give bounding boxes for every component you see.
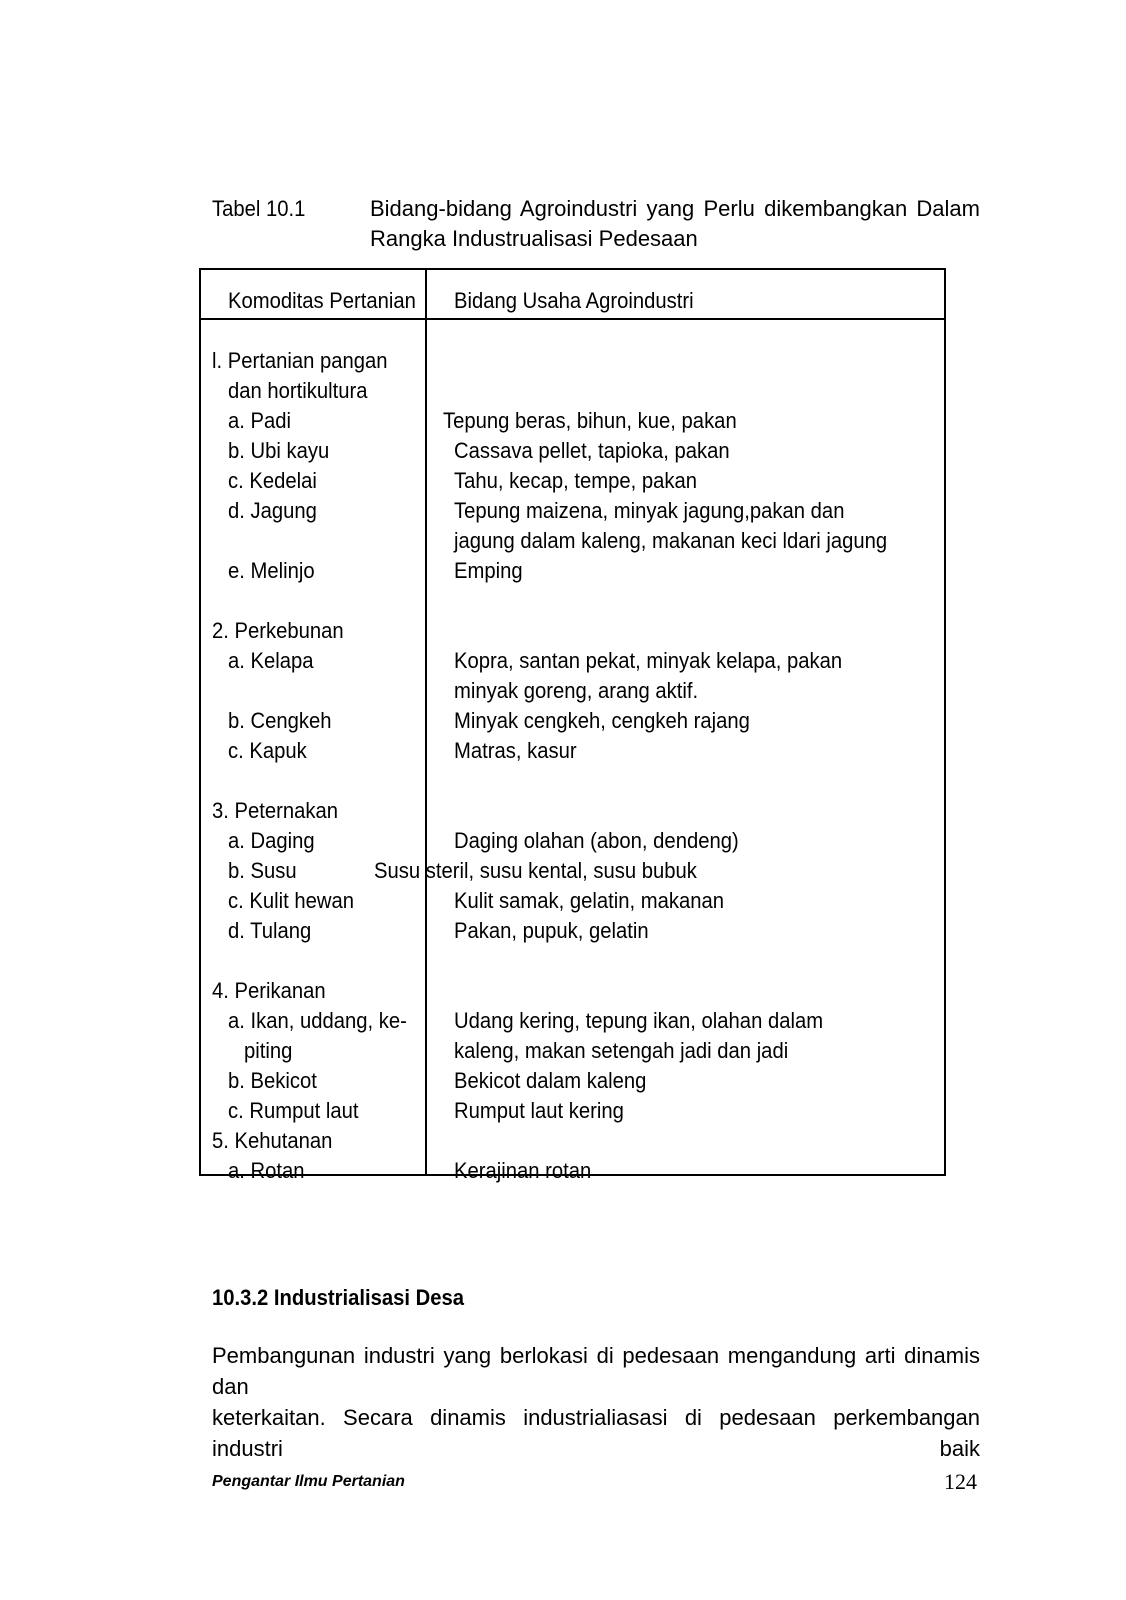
- paragraph-line-2: keterkaitan. Secara dinamis industrialiasasi di pedesaan perkembangan industri baik: [212, 1405, 980, 1461]
- table-row-usage: Susu steril, susu kental, susu bubuk: [374, 858, 697, 883]
- table-row-commodity: b. Bekicot: [228, 1068, 317, 1093]
- table-caption-title-line1: Bidang-bidang Agroindustri yang Perlu dikembangkan Dalam: [370, 196, 980, 221]
- table-row-usage: Tahu, kecap, tempe, pakan: [454, 468, 698, 493]
- table-row-commodity: 5. Kehutanan: [212, 1128, 333, 1153]
- table-row-commodity: e. Melinjo: [228, 558, 315, 583]
- table-row-usage: Emping: [454, 558, 523, 583]
- table-row-usage: Cassava pellet, tapioka, pakan: [454, 438, 730, 463]
- table-caption-title-line2: Rangka Industrualisasi Pedesaan: [370, 226, 698, 251]
- table-header-divider: [199, 318, 946, 320]
- table-row-usage: Rumput laut kering: [454, 1098, 624, 1123]
- table-header-usage: Bidang Usaha Agroindustri: [454, 288, 694, 313]
- table-row-commodity: piting: [244, 1038, 293, 1063]
- table-caption-label: Tabel 10.1: [212, 196, 306, 221]
- table-row-commodity: a. Padi: [228, 408, 292, 433]
- table-row-commodity: a. Ikan, uddang, ke-: [228, 1008, 407, 1033]
- footer-book-title: Pengantar Ilmu Pertanian: [212, 1473, 405, 1490]
- table-row-commodity: b. Ubi kayu: [228, 438, 330, 463]
- table-row-commodity: 3. Peternakan: [212, 798, 339, 823]
- table-row-commodity: l. Pertanian pangan: [212, 348, 388, 373]
- paragraph-line-1: Pembangunan industri yang berlokasi di pedesaan mengandung arti dinamis dan: [212, 1343, 980, 1399]
- table-row-usage: Tepung beras, bihun, kue, pakan: [443, 408, 737, 433]
- table-row-commodity: b. Cengkeh: [228, 708, 332, 733]
- table-row-usage: kaleng, makan setengah jadi dan jadi: [454, 1038, 789, 1063]
- table-caption-title: [370, 194, 980, 254]
- table-row-usage: Kopra, santan pekat, minyak kelapa, pakan: [454, 648, 843, 673]
- table-row-commodity: 2. Perkebunan: [212, 618, 344, 643]
- table-row-usage: Matras, kasur: [454, 738, 577, 763]
- table-row-usage: minyak goreng, arang aktif.: [454, 678, 699, 703]
- table-row-commodity: dan hortikultura: [228, 378, 368, 403]
- table-row-usage: jagung dalam kaleng, makanan keci ldari jagung: [454, 528, 888, 553]
- table-row-commodity: c. Kapuk: [228, 738, 307, 763]
- table-row-commodity: a. Rotan: [228, 1158, 305, 1183]
- table-row-usage: Pakan, pupuk, gelatin: [454, 918, 649, 943]
- table-row-usage: Bekicot dalam kaleng: [454, 1068, 647, 1093]
- table-row-commodity: c. Rumput laut: [228, 1098, 359, 1123]
- table-row-commodity: a. Kelapa: [228, 648, 314, 673]
- table-row-commodity: b. Susu: [228, 858, 297, 883]
- table-row-commodity: 4. Perikanan: [212, 978, 326, 1003]
- footer-page-number: 124: [944, 1469, 977, 1494]
- table-row-usage: Kulit samak, gelatin, makanan: [454, 888, 725, 913]
- table-row-usage: Udang kering, tepung ikan, olahan dalam: [454, 1008, 824, 1033]
- section-paragraph: [212, 1340, 980, 1464]
- table-row-commodity: c. Kedelai: [228, 468, 317, 493]
- table-row-usage: Minyak cengkeh, cengkeh rajang: [454, 708, 750, 733]
- table-row-usage: Tepung maizena, minyak jagung,pakan dan: [454, 498, 845, 523]
- table-row-commodity: c. Kulit hewan: [228, 888, 355, 913]
- table-column-divider: [425, 268, 427, 1176]
- table-row-commodity: d. Jagung: [228, 498, 317, 523]
- section-heading: 10.3.2 Industrialisasi Desa: [212, 1285, 465, 1310]
- table-row-usage: Kerajinan rotan: [454, 1158, 592, 1183]
- table-row-commodity: d. Tulang: [228, 918, 312, 943]
- table-row-commodity: a. Daging: [228, 828, 315, 853]
- table-header-commodity: Komoditas Pertanian: [228, 288, 416, 313]
- table-row-usage: Daging olahan (abon, dendeng): [454, 828, 739, 853]
